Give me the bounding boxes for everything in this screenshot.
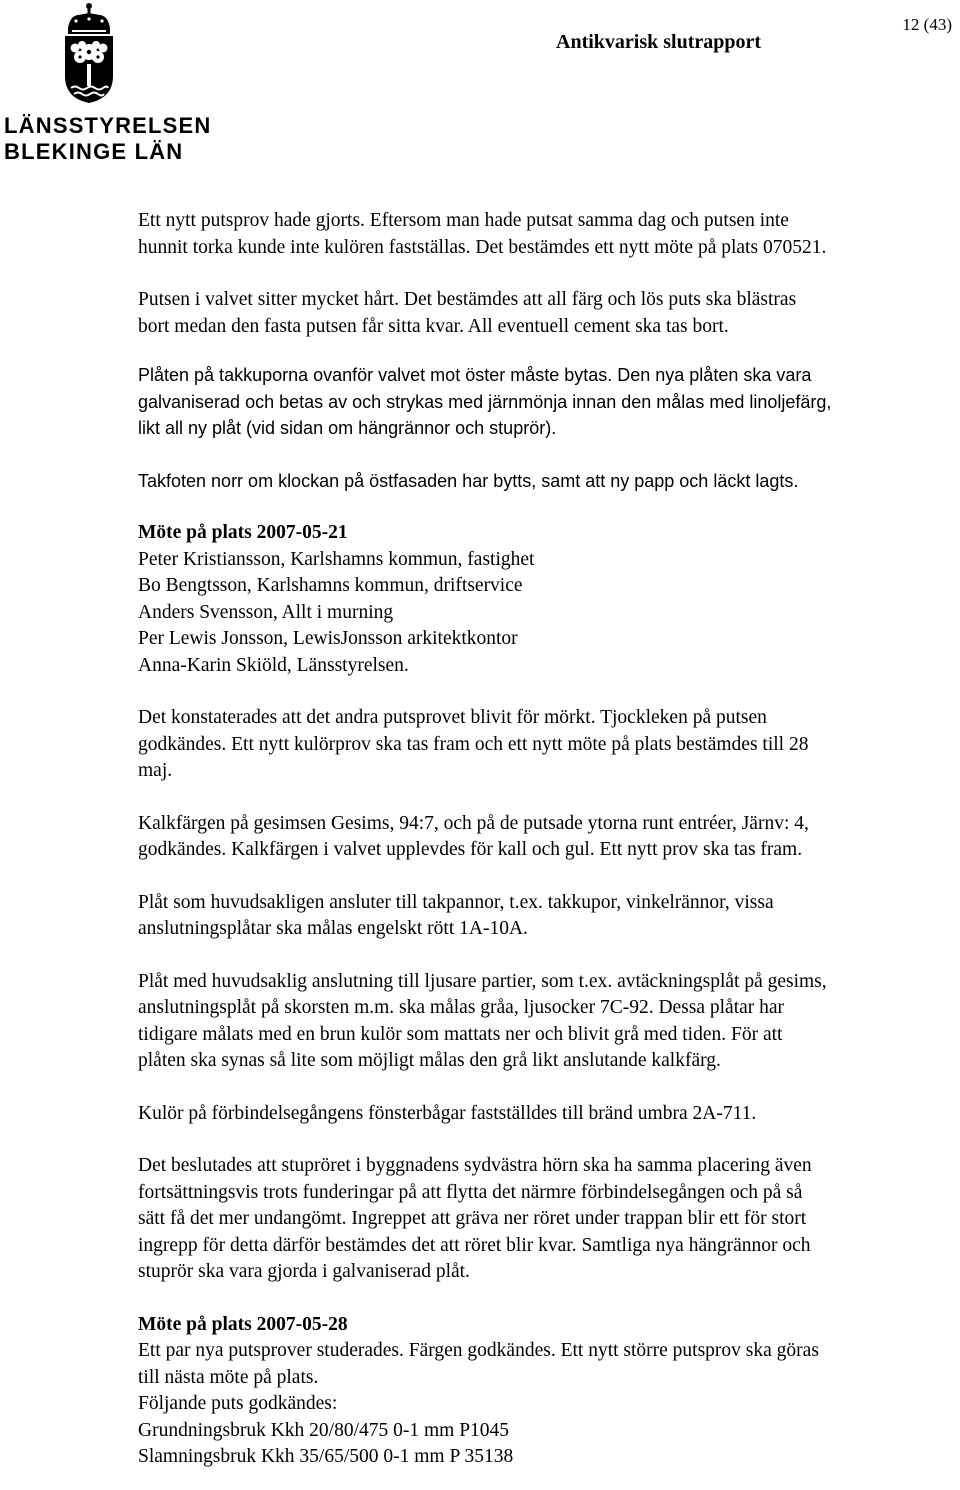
meeting-section — [138, 520, 953, 679]
paragraph: Plåt som huvudsakligen ansluter till takpannor, t.ex. takkupor, vinkelrännor, vissa anslutningsplåtar ska målas engelskt rött 1A-10A. — [138, 891, 774, 939]
attendee-list: Peter Kristiansson, Karlshamns kommun, fastighet Bo Bengtsson, Karlshamns kommun, driftservice Anders Svensson, Allt i murning Per Lewis Jonsson, LewisJonsson arkitektkontor Anna-Karin Skiöld, Länsstyrelsen. — [138, 548, 535, 676]
organization-county: BLEKINGE LÄN — [4, 139, 184, 164]
paragraph: Ett nytt putsprov hade gjorts. Eftersom man hade putsat samma dag och putsen inte hunnit torka kunde inte kulören fastställas. Det bestämdes ett nytt möte på plats 070521. — [138, 210, 827, 258]
meeting-heading: Möte på plats 2007-05-21 — [138, 522, 348, 543]
document-title: Antikvarisk slutrapport — [556, 31, 762, 53]
paragraph: Plåten på takkuporna ovanför valvet mot öster måste bytas. Den nya plåten ska vara galvaniserad och betas av och strykas med järnmönja innan den målas med linoljefärg, likt all ny plåt (vid sidan om hängrännor och stuprör). — [138, 365, 832, 438]
document-body — [138, 208, 953, 1471]
paragraph: Det beslutades att stupröret i byggnadens sydvästra hörn ska ha samma placering även fortsättningsvis trots funderingar på att flytta det närmre förbindelsegången och på så sätt få det mer undangömt. Ingreppet att gräva ner röret under trappan blir ett för stort ingrepp för detta därför bestämdes det att röret blir kvar. Samtliga nya hängrännor och stuprör ska vara gjorda i galvaniserad plåt. — [138, 1155, 812, 1282]
meeting-section — [138, 1312, 953, 1471]
paragraph: Kalkfärgen på gesimsen Gesims, 94:7, och på de putsade ytorna runt entréer, Järnv: 4, godkändes. Kalkfärgen i valvet upplevdes för kall och gul. Ett nytt prov ska tas fram. — [138, 812, 809, 860]
crown-crest-icon — [62, 2, 116, 104]
paragraph: Det konstaterades att det andra putsprovet blivit för mörkt. Tjockleken på putsen godkändes. Ett nytt kulörprov ska tas fram och ett nytt möte på plats bestämdes till 28 maj. — [138, 707, 809, 781]
paragraph: Takfoten norr om klockan på östfasaden har bytts, samt att ny papp och läckt lagts. — [138, 470, 799, 491]
paragraph: Plåt med huvudsaklig anslutning till ljusare partier, som t.ex. avtäckningsplåt på gesims, anslutningsplåt på skorsten m.m. ska målas gråa, ljusocker 7C-92. Dessa plåtar har tidigare målats med en brun kulör som mattats ner och blivit grå med tiden. För att plåten ska synas så lite som möjligt målas den grå likt anslutande kalkfärg. — [138, 970, 827, 1071]
lansstyrelsen-logo — [0, 0, 212, 170]
organization-name: LÄNSSTYRELSEN — [4, 113, 212, 138]
meeting-heading: Möte på plats 2007-05-28 — [138, 1313, 348, 1335]
paragraph: Putsen i valvet sitter mycket hårt. Det bestämdes att all färg och lös puts ska blästras bort medan den fasta putsen får sitta kvar. All eventuell cement ska tas bort. — [138, 289, 797, 337]
paragraph: Kulör på förbindelsegångens fönsterbågar fastställdes till bränd umbra 2A-711. — [138, 1102, 757, 1124]
page-number: 12 (43) — [902, 15, 952, 34]
meeting-notes: Ett par nya putsprover studerades. Färgen godkändes. Ett nytt större putsprov ska göras till nästa möte på plats. Följande puts godkändes: Grundningsbruk Kkh 20/80/475 0-1 mm P1045 Slamningsbruk Kkh 35/65/500 0-1 mm P 35138 — [138, 1340, 819, 1467]
